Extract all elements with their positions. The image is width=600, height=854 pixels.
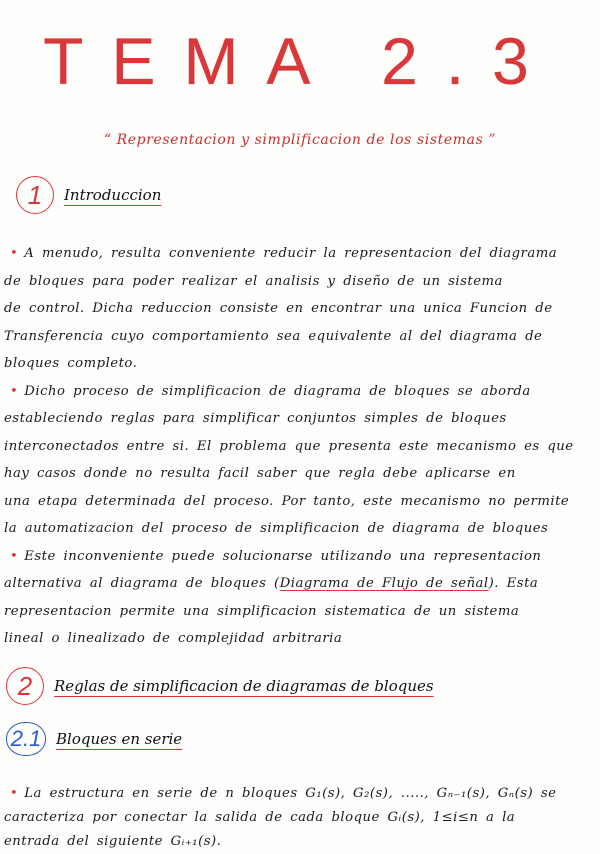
section-number-badge: 1: [16, 176, 54, 214]
text-line: entrada del siguiente Gᵢ₊₁(s).: [4, 834, 222, 849]
serie-paragraph: [4, 782, 594, 854]
section-number-badge: 2: [6, 667, 44, 705]
text-line: • Dicho proceso de simplificacion de diagrama de bloques se aborda: [10, 383, 531, 399]
text-line: • A menudo, resulta conveniente reducir la representacion del diagrama: [10, 246, 558, 261]
text-line: Transferencia cuyo comportamiento sea equivalente al del diagrama de: [4, 328, 543, 344]
text-line: la automatizacion del proceso de simplificacion de diagrama de bloques: [4, 521, 549, 536]
page-title: TEMA 2.3: [43, 24, 557, 98]
highlighted-term: Diagrama de Flujo de señal: [279, 576, 489, 591]
text-line: estableciendo reglas para simplificar conjuntos simples de bloques: [4, 411, 507, 426]
section-title: Introduccion: [64, 186, 162, 204]
text-line: interconectados entre si. El problema que presenta este mecanismo es que: [4, 438, 574, 454]
section-heading-introduccion: [16, 176, 161, 214]
intro-paragraphs: [4, 240, 594, 653]
section-title: Reglas de simplificacion de diagramas de bloques: [54, 677, 434, 695]
section-number-badge: 2.1: [6, 722, 46, 756]
text-line: lineal o linealizado de complejidad arbitraria: [4, 631, 343, 646]
text-line: de control. Dicha reduccion consiste en encontrar una unica Funcion de: [4, 301, 553, 316]
text-line: • La estructura en serie de n bloques G₁(s), G₂(s), ....., Gₙ₋₁(s), Gₙ(s) se: [10, 786, 557, 801]
text-line: de bloques para poder realizar el analisis y diseño de un sistema: [4, 273, 503, 289]
text-line: • Este inconveniente puede solucionarse utilizando una representacion: [10, 548, 542, 564]
text-line: alternativa al diagrama de bloques (Diagrama de Flujo de señal). Esta: [4, 576, 539, 591]
subtitle: “ Representacion y simplificacion de los sistemas ”: [103, 132, 497, 148]
text-line: representacion permite una simplificacion sistematica de un sistema: [4, 603, 520, 619]
text-line: caracteriza por conectar la salida de cada bloque Gᵢ(s), 1≤i≤n a la: [4, 810, 516, 825]
text-line: hay casos donde no resulta facil saber que regla debe aplicarse en: [4, 466, 516, 481]
text-line: bloques completo.: [4, 356, 138, 371]
section-heading-reglas: [6, 667, 434, 705]
section-heading-bloques-en-serie: [6, 722, 182, 756]
section-title: Bloques en serie: [56, 730, 183, 748]
text-line: una etapa determinada del proceso. Por tanto, este mecanismo no permite: [4, 493, 570, 509]
